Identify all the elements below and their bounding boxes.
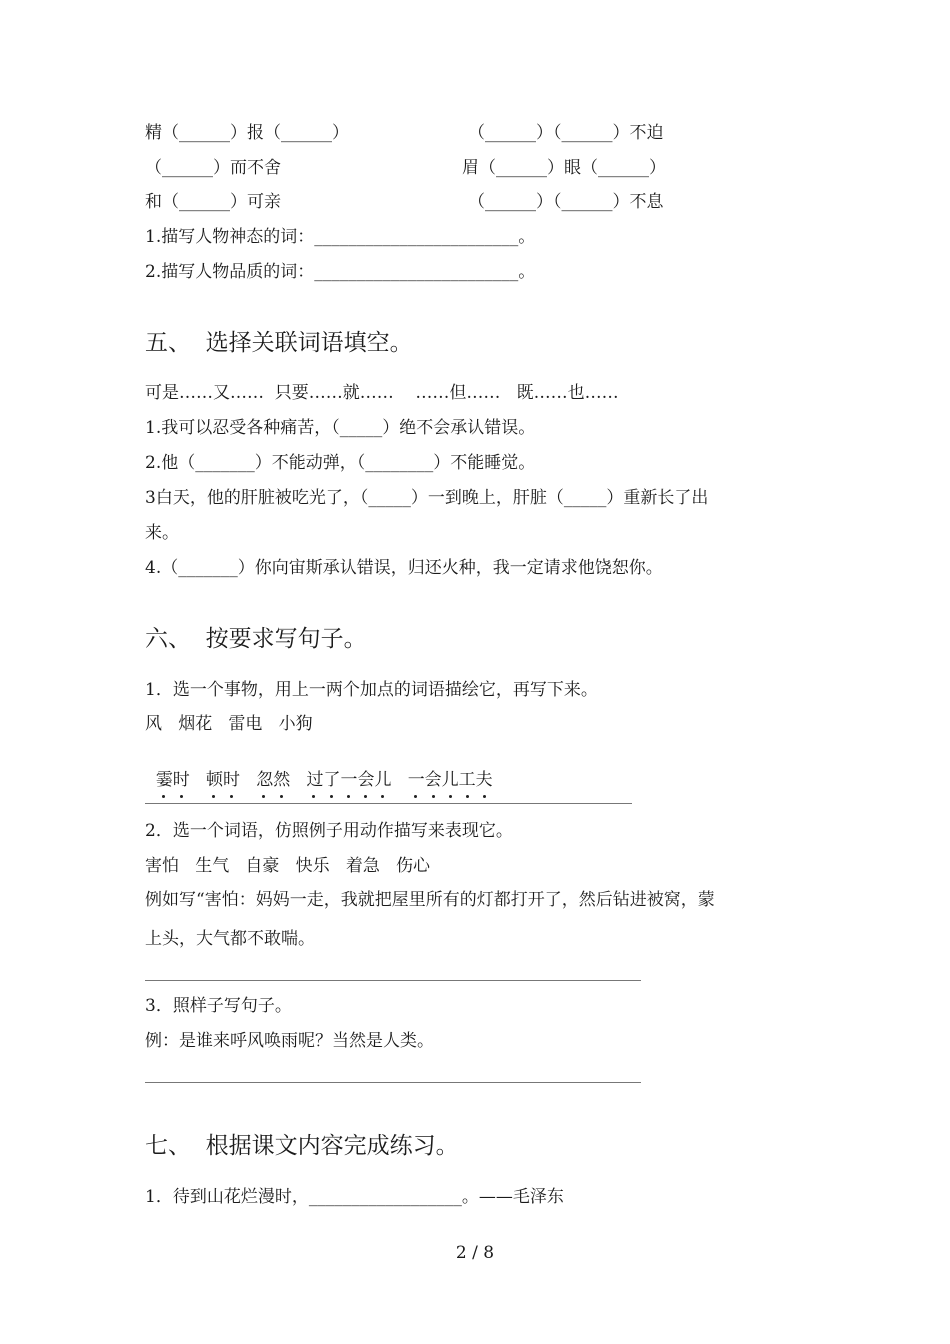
- dotted-word: 霎时: [156, 769, 190, 791]
- answer-line[interactable]: [145, 803, 632, 804]
- section6-dotted-words: [145, 747, 493, 791]
- section6-things: 风 烟花 雷电 小狗: [145, 714, 313, 734]
- answer-line[interactable]: [145, 980, 641, 981]
- section6-emotion-words: 害怕 生气 自豪 快乐 着急 伤心: [145, 856, 431, 876]
- section7-title: 七、 根据课文内容完成练习。: [145, 1133, 459, 1159]
- section5-options: 可是……又…… 只要……就…… ……但…… 既……也……: [145, 383, 619, 403]
- answer-line[interactable]: [145, 1082, 641, 1083]
- section6-question-2: 2．选一个词语，仿照例子用动作描写来表现它。: [145, 821, 513, 841]
- section6-example-3: 例：是谁来呼风唤雨呢？当然是人类。: [145, 1031, 434, 1051]
- section6-example-line1: 例如写“害怕：妈妈一走，我就把屋里所有的灯都打开了，然后钻进被窝，蒙: [145, 890, 715, 910]
- idiom-row2-left: （______）而不舍: [145, 158, 281, 178]
- section7-question-1: 1．待到山花烂漫时，__________________。——毛泽东: [145, 1187, 564, 1207]
- idiom-question-1: 1.描写人物神态的词：________________________。: [145, 227, 536, 247]
- idiom-row3-right: （______）（______）不息: [468, 192, 664, 212]
- section5-question-3-line1: 3白天，他的肝脏被吃光了，（_____）一到晚上，肝脏（_____）重新长了出: [145, 488, 709, 508]
- section5-question-1: 1.我可以忍受各种痛苦，（_____）绝不会承认错误。: [145, 418, 536, 438]
- idiom-row1-left: 精（______）报（______）: [145, 123, 349, 143]
- dotted-word: 顿时: [206, 769, 240, 791]
- section5-title: 五、 选择关联词语填空。: [145, 330, 413, 356]
- dotted-word: 忽然: [256, 769, 290, 791]
- idiom-row2-right: 眉（______）眼（______）: [462, 158, 666, 178]
- section5-question-4: 4.（_______）你向宙斯承认错误，归还火种，我一定请求他饶恕你。: [145, 558, 663, 578]
- idiom-row1-right: （______）（______）不迫: [468, 123, 664, 143]
- section6-question-3: 3．照样子写句子。: [145, 996, 292, 1016]
- section6-title: 六、 按要求写句子。: [145, 626, 367, 652]
- section5-question-3-line2: 来。: [145, 523, 179, 543]
- idiom-row3-left: 和（______）可亲: [145, 192, 281, 212]
- dotted-word: 一会儿工夫: [408, 769, 493, 791]
- idiom-question-2: 2.描写人物品质的词：________________________。: [145, 262, 536, 282]
- page-number: 2 / 8: [455, 1243, 495, 1263]
- section6-question-1: 1．选一个事物，用上一两个加点的词语描绘它，再写下来。: [145, 680, 598, 700]
- section5-question-2: 2.他（_______）不能动弹，（________）不能睡觉。: [145, 453, 536, 473]
- section6-example-line2: 上头，大气都不敢喘。: [145, 929, 315, 949]
- dotted-word: 过了一会儿: [306, 769, 391, 791]
